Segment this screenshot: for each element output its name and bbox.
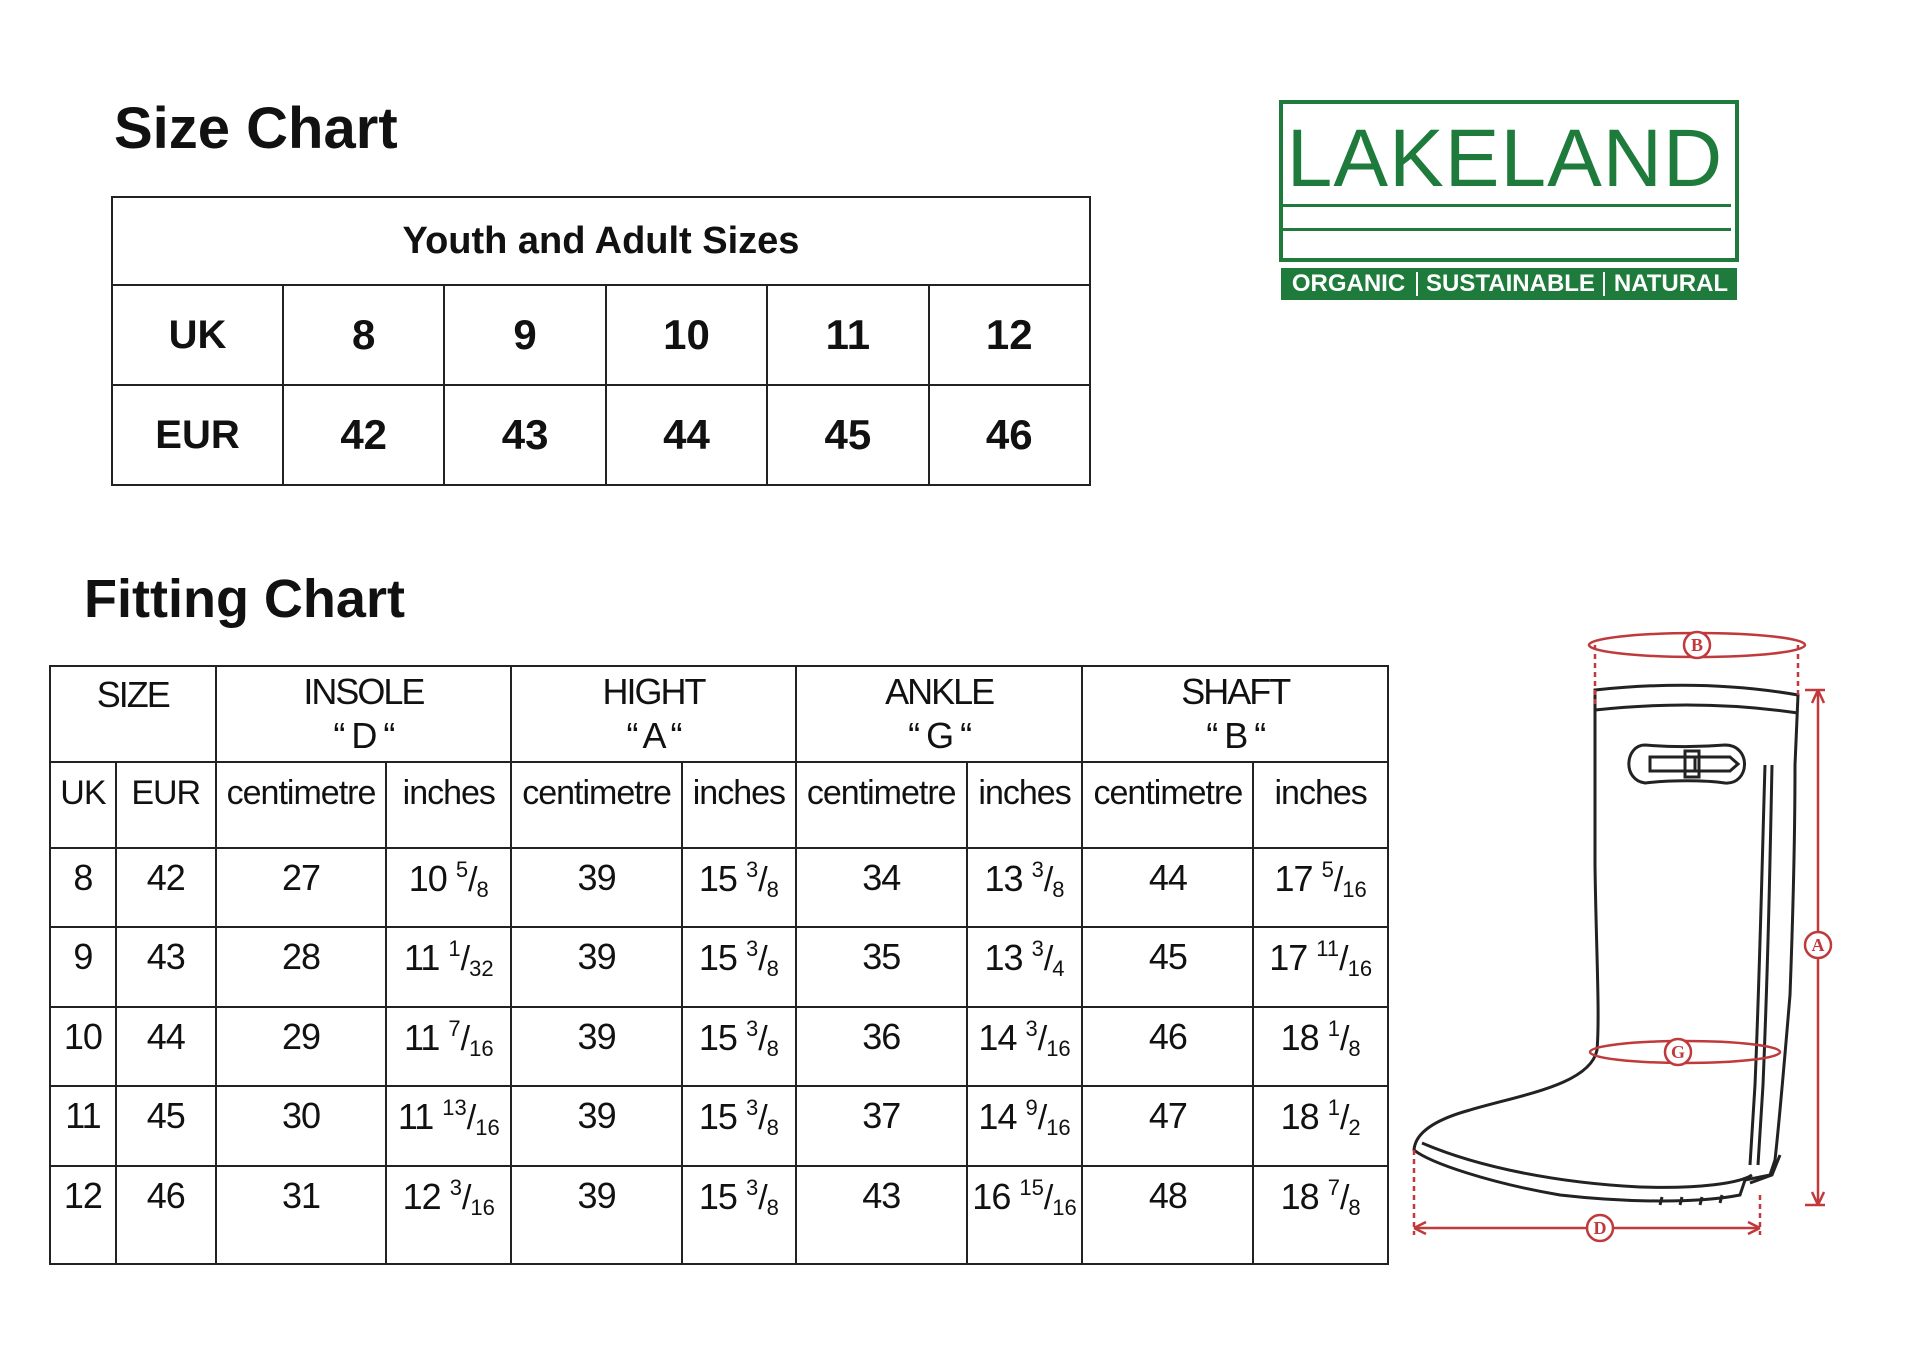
fraction-whole: 18 xyxy=(1280,1096,1319,1138)
fraction-whole: 11 xyxy=(404,937,440,979)
lakeland-logo xyxy=(1279,100,1739,300)
ankle-cm-cell: 43 xyxy=(796,1166,967,1265)
fraction-denominator: 16 xyxy=(475,1115,500,1141)
shaft-cm-cell: 46 xyxy=(1082,1007,1253,1086)
logo-tag: NATURAL xyxy=(1613,270,1729,297)
group-name: HIGHT xyxy=(602,671,705,712)
size-cell: 43 xyxy=(444,385,605,485)
fraction-slash: / xyxy=(460,1019,470,1058)
group-header-insole xyxy=(216,666,512,762)
shaft-cm-cell: 45 xyxy=(1082,927,1253,1006)
height-inches-cell xyxy=(682,1166,796,1265)
insole-cm-cell: 29 xyxy=(216,1007,387,1086)
height-inches-cell xyxy=(682,1007,796,1086)
table-row xyxy=(50,1166,1388,1265)
fraction-whole: 15 xyxy=(698,1016,737,1058)
fraction-numerator: 3 xyxy=(1031,936,1044,962)
fraction-value xyxy=(699,936,779,982)
height-inches-cell xyxy=(682,927,796,1006)
unit-header: inches xyxy=(386,762,511,848)
fraction-numerator: 13 xyxy=(442,1095,467,1121)
group-name: SIZE xyxy=(96,674,169,715)
fraction-numerator: 1 xyxy=(1327,1095,1340,1121)
table-row xyxy=(50,1007,1388,1086)
uk-size-cell: 9 xyxy=(50,927,116,1006)
boot-measurement-diagram xyxy=(1400,615,1870,1275)
fraction-slash: / xyxy=(1339,1178,1349,1217)
fraction-whole: 15 xyxy=(698,937,737,979)
ankle-cm-cell: 36 xyxy=(796,1007,967,1086)
group-code: “ A “ xyxy=(626,715,681,756)
fraction-slash: / xyxy=(466,1099,476,1138)
fraction-value xyxy=(699,1175,779,1221)
fraction-numerator: 3 xyxy=(1031,857,1044,882)
logo-rule xyxy=(1279,204,1731,207)
unit-header: centimetre xyxy=(511,762,682,848)
fraction-slash: / xyxy=(1043,1178,1053,1217)
group-header-shaft xyxy=(1082,666,1388,762)
ankle-cm-cell: 35 xyxy=(796,927,967,1006)
fraction-value xyxy=(985,936,1065,982)
fraction-slash: / xyxy=(1043,861,1053,899)
ankle-cm-cell: 34 xyxy=(796,848,967,927)
logo-tagline-band xyxy=(1281,268,1737,300)
shaft-cm-cell: 48 xyxy=(1082,1166,1253,1265)
height-cm-cell: 39 xyxy=(511,848,682,927)
size-row-label: EUR xyxy=(112,385,283,485)
fraction-numerator: 9 xyxy=(1025,1095,1038,1121)
fraction-slash: / xyxy=(758,1099,767,1138)
fraction-denominator: 16 xyxy=(1046,1035,1071,1061)
fraction-value xyxy=(404,1016,494,1062)
uk-size-cell: 10 xyxy=(50,1007,116,1086)
boot-outline xyxy=(1414,685,1798,1205)
group-header-height xyxy=(511,666,796,762)
fraction-slash: / xyxy=(1339,940,1348,979)
insole-inches-cell xyxy=(386,927,511,1006)
fraction-denominator: 2 xyxy=(1348,1115,1361,1141)
group-code: “ D “ xyxy=(333,715,394,756)
size-cell: 45 xyxy=(767,385,928,485)
fraction-value xyxy=(409,857,489,903)
fraction-value xyxy=(1281,1175,1361,1221)
shaft-inches-cell xyxy=(1253,927,1388,1006)
group-code: “ G “ xyxy=(908,715,971,756)
shaft-cm-cell: 47 xyxy=(1082,1086,1253,1165)
insole-cm-cell: 28 xyxy=(216,927,387,1006)
group-header-size xyxy=(50,666,216,762)
fraction-denominator: 16 xyxy=(1347,956,1373,982)
ankle-inches-cell xyxy=(967,1086,1083,1165)
size-cell: 10 xyxy=(606,285,767,385)
fraction-denominator: 8 xyxy=(476,877,489,902)
fraction-slash: / xyxy=(758,940,767,979)
size-cell: 9 xyxy=(444,285,605,385)
size-row-label: UK xyxy=(112,285,283,385)
height-cm-cell: 39 xyxy=(511,1086,682,1165)
fraction-denominator: 8 xyxy=(766,1115,779,1141)
insole-inches-cell xyxy=(386,848,511,927)
fraction-numerator: 1 xyxy=(448,936,461,962)
size-cell: 44 xyxy=(606,385,767,485)
fraction-whole: 11 xyxy=(404,1016,440,1058)
fraction-value xyxy=(1275,857,1367,903)
boot-sole-line xyxy=(1422,1143,1752,1187)
boot-buckle-icon xyxy=(1685,751,1699,777)
table-row xyxy=(50,927,1388,1006)
unit-header: centimetre xyxy=(796,762,967,848)
fraction-numerator: 5 xyxy=(455,857,469,882)
fraction-whole: 13 xyxy=(984,937,1023,979)
fraction-denominator: 8 xyxy=(766,956,779,982)
fraction-numerator: 3 xyxy=(745,857,759,882)
marker-g-label: G xyxy=(1670,1042,1686,1062)
uk-size-cell: 11 xyxy=(50,1086,116,1165)
fraction-whole: 15 xyxy=(698,1175,737,1217)
fraction-value xyxy=(1281,1095,1361,1141)
logo-wordmark: LAKELAND xyxy=(1286,113,1724,204)
shaft-inches-cell xyxy=(1253,1007,1388,1086)
fraction-numerator: 5 xyxy=(1321,857,1334,882)
fraction-value xyxy=(403,1175,495,1221)
fraction-slash: / xyxy=(1037,1019,1047,1058)
fraction-value xyxy=(1269,936,1372,982)
fraction-denominator: 8 xyxy=(766,877,779,902)
insole-cm-cell: 27 xyxy=(216,848,387,927)
size-cell: 12 xyxy=(929,285,1090,385)
size-cell: 11 xyxy=(767,285,928,385)
fraction-whole: 18 xyxy=(1280,1175,1319,1217)
size-row-eur xyxy=(112,385,1090,485)
height-inches-cell xyxy=(682,1086,796,1165)
fraction-denominator: 8 xyxy=(766,1035,779,1061)
shaft-inches-cell xyxy=(1253,1166,1388,1265)
fraction-whole: 14 xyxy=(978,1016,1017,1058)
fraction-slash: / xyxy=(1333,861,1343,899)
fraction-denominator: 16 xyxy=(470,1194,495,1220)
fraction-whole: 14 xyxy=(978,1096,1017,1138)
fraction-slash: / xyxy=(758,861,767,899)
fraction-numerator: 3 xyxy=(449,1174,462,1200)
marker-a-label: A xyxy=(1811,935,1825,955)
height-inches-cell xyxy=(682,848,796,927)
fraction-value xyxy=(978,1016,1070,1062)
fraction-denominator: 16 xyxy=(1052,1194,1077,1220)
logo-rule xyxy=(1279,228,1731,231)
fraction-numerator: 15 xyxy=(1019,1174,1044,1200)
insole-inches-cell xyxy=(386,1086,511,1165)
eur-size-cell: 46 xyxy=(116,1166,216,1265)
unit-header: centimetre xyxy=(1082,762,1253,848)
marker-b-label: B xyxy=(1690,635,1704,655)
size-table xyxy=(111,196,1091,486)
fitting-table xyxy=(49,665,1389,1265)
logo-tag: ORGANIC xyxy=(1291,270,1406,297)
group-name: INSOLE xyxy=(303,671,424,712)
size-cell: 46 xyxy=(929,385,1090,485)
fraction-denominator: 32 xyxy=(469,956,494,982)
fraction-denominator: 8 xyxy=(1348,1194,1361,1220)
fraction-whole: 18 xyxy=(1280,1016,1319,1058)
boot-body-outline xyxy=(1414,685,1798,1201)
unit-header: centimetre xyxy=(216,762,387,848)
fraction-slash: / xyxy=(1339,1019,1349,1058)
insole-cm-cell: 31 xyxy=(216,1166,387,1265)
fraction-slash: / xyxy=(461,1178,471,1217)
table-row xyxy=(50,848,1388,927)
size-cell: 42 xyxy=(283,385,444,485)
fraction-slash: / xyxy=(1037,1099,1047,1138)
boot-strap-band xyxy=(1650,757,1695,771)
fraction-slash: / xyxy=(1043,940,1053,979)
fraction-numerator: 3 xyxy=(745,1015,759,1041)
ankle-inches-cell xyxy=(967,927,1083,1006)
fraction-numerator: 3 xyxy=(745,1095,759,1121)
fraction-whole: 16 xyxy=(972,1175,1011,1217)
fitting-chart-title: Fitting Chart xyxy=(84,569,405,629)
height-cm-cell: 39 xyxy=(511,927,682,1006)
fraction-whole: 13 xyxy=(984,858,1023,899)
fraction-numerator: 7 xyxy=(1327,1174,1340,1200)
fraction-value xyxy=(699,1095,779,1141)
uk-size-cell: 12 xyxy=(50,1166,116,1265)
fraction-denominator: 16 xyxy=(469,1035,494,1061)
height-cm-cell: 39 xyxy=(511,1007,682,1086)
boot-strap-tip xyxy=(1695,757,1738,771)
height-cm-cell: 39 xyxy=(511,1166,682,1265)
ankle-inches-cell xyxy=(967,1007,1083,1086)
fraction-numerator: 3 xyxy=(1025,1015,1038,1041)
fraction-whole: 15 xyxy=(698,858,737,899)
size-row-uk xyxy=(112,285,1090,385)
fraction-numerator: 3 xyxy=(745,1174,759,1200)
fraction-value xyxy=(985,857,1065,903)
fraction-value xyxy=(978,1095,1070,1141)
marker-d-label: D xyxy=(1593,1218,1607,1238)
size-table-caption: Youth and Adult Sizes xyxy=(112,197,1090,285)
fraction-whole: 11 xyxy=(397,1096,434,1138)
measurement-lines xyxy=(1414,633,1825,1235)
fraction-value xyxy=(699,1016,779,1062)
fraction-whole: 12 xyxy=(402,1175,441,1217)
table-row xyxy=(50,1086,1388,1165)
uk-size-cell: 8 xyxy=(50,848,116,927)
ankle-inches-cell xyxy=(967,1166,1083,1265)
fitting-table-body xyxy=(50,848,1388,1264)
unit-header: UK xyxy=(50,762,116,848)
fraction-whole: 10 xyxy=(408,858,447,899)
size-cell: 8 xyxy=(283,285,444,385)
fraction-denominator: 16 xyxy=(1342,877,1367,902)
fraction-denominator: 4 xyxy=(1052,956,1065,982)
fraction-denominator: 8 xyxy=(1348,1035,1361,1061)
insole-inches-cell xyxy=(386,1007,511,1086)
fraction-denominator: 8 xyxy=(766,1194,779,1220)
logo-tag: SUSTAINABLE xyxy=(1426,270,1595,297)
unit-header: inches xyxy=(1253,762,1388,848)
fraction-numerator: 1 xyxy=(1327,1015,1340,1041)
group-name: SHAFT xyxy=(1181,671,1290,712)
fraction-slash: / xyxy=(460,940,470,979)
fraction-value xyxy=(699,857,779,903)
shaft-inches-cell xyxy=(1253,848,1388,927)
shaft-inches-cell xyxy=(1253,1086,1388,1165)
insole-cm-cell: 30 xyxy=(216,1086,387,1165)
fraction-denominator: 8 xyxy=(1052,877,1065,902)
fraction-value xyxy=(1281,1016,1361,1062)
fraction-whole: 17 xyxy=(1274,858,1313,899)
fraction-slash: / xyxy=(758,1019,767,1058)
eur-size-cell: 45 xyxy=(116,1086,216,1165)
size-chart-title: Size Chart xyxy=(114,96,398,161)
group-header-ankle xyxy=(796,666,1083,762)
group-name: ANKLE xyxy=(885,671,994,712)
eur-size-cell: 43 xyxy=(116,927,216,1006)
boot-top-rim xyxy=(1595,705,1798,713)
fraction-slash: / xyxy=(1339,1099,1349,1138)
fraction-whole: 15 xyxy=(698,1096,737,1138)
unit-header: inches xyxy=(682,762,796,848)
fraction-denominator: 16 xyxy=(1046,1115,1071,1141)
fraction-slash: / xyxy=(468,861,477,899)
fraction-value xyxy=(404,936,494,982)
fraction-numerator: 3 xyxy=(745,936,759,962)
insole-inches-cell xyxy=(386,1166,511,1265)
eur-size-cell: 42 xyxy=(116,848,216,927)
eur-size-cell: 44 xyxy=(116,1007,216,1086)
ankle-inches-cell xyxy=(967,848,1083,927)
measurement-markers xyxy=(1587,632,1831,1241)
fraction-value xyxy=(398,1095,500,1141)
fraction-whole: 17 xyxy=(1269,937,1308,979)
fraction-numerator: 11 xyxy=(1316,936,1340,962)
unit-header: EUR xyxy=(116,762,216,848)
fraction-value xyxy=(972,1175,1076,1221)
group-code: “ B “ xyxy=(1206,715,1265,756)
ankle-cm-cell: 37 xyxy=(796,1086,967,1165)
unit-header: inches xyxy=(967,762,1083,848)
fraction-numerator: 7 xyxy=(448,1015,461,1041)
fraction-slash: / xyxy=(758,1178,767,1217)
shaft-cm-cell: 44 xyxy=(1082,848,1253,927)
